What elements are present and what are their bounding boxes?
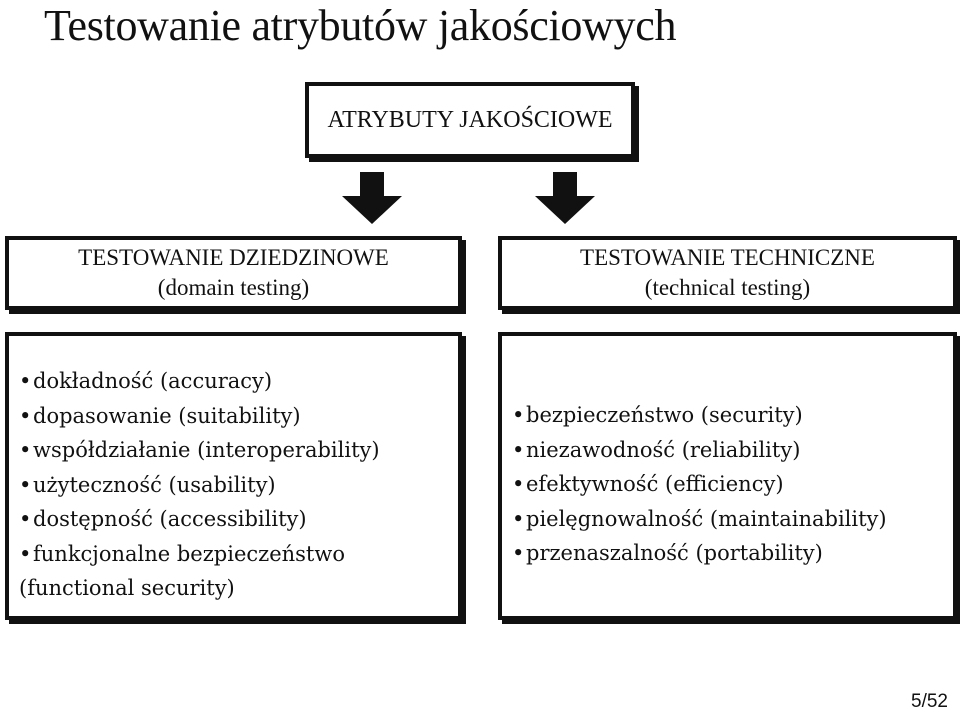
list-item: •dopasowanie (suitability) (19, 399, 458, 434)
page-number: 5/52 (911, 691, 948, 712)
technical-testing-subheading: (technical testing) (644, 275, 811, 300)
bullet-icon: • (19, 507, 32, 531)
quality-attributes-box (305, 82, 635, 158)
domain-testing-subheading: (domain testing) (157, 275, 310, 300)
domain-testing-heading: TESTOWANIE DZIEDZINOWE (78, 245, 389, 270)
domain-attributes-list-box (5, 332, 462, 620)
list-item: •funkcjonalne bezpieczeństwo (19, 537, 458, 572)
list-item: •niezawodność (reliability) (512, 433, 953, 468)
technical-attributes-list (512, 398, 953, 571)
down-arrow-icon (535, 172, 595, 224)
bullet-icon: • (512, 541, 525, 565)
domain-attributes-list (19, 364, 458, 606)
list-item-continuation: (functional security) (19, 576, 235, 600)
domain-testing-heading-box (5, 236, 462, 310)
list-item: •efektywność (efficiency) (512, 467, 953, 502)
list-item: •przenaszalność (portability) (512, 536, 953, 571)
list-item: •bezpieczeństwo (security) (512, 398, 953, 433)
technical-attributes-list-box (498, 332, 957, 620)
slide-title: Testowanie atrybutów jakościowych (44, 1, 677, 50)
bullet-icon: • (19, 403, 32, 428)
bullet-icon: • (512, 472, 525, 496)
list-item: •współdziałanie (interoperability) (19, 433, 458, 468)
bullet-icon: • (19, 438, 32, 462)
bullet-icon: • (512, 437, 525, 462)
list-item: •dokładność (accuracy) (19, 364, 458, 399)
bullet-icon: • (512, 403, 525, 427)
list-item: •dostępność (accessibility) (19, 502, 458, 537)
down-arrow-icon (342, 172, 402, 224)
quality-attributes-label: ATRYBUTY JAKOŚCIOWE (327, 106, 613, 133)
technical-testing-heading: TESTOWANIE TECHNICZNE (580, 245, 875, 270)
list-item: •pielęgnowalność (maintainability) (512, 502, 953, 537)
bullet-icon: • (19, 472, 32, 497)
technical-testing-heading-box (498, 236, 957, 310)
bullet-icon: • (19, 541, 32, 566)
bullet-icon: • (512, 506, 525, 531)
list-item: •użyteczność (usability) (19, 468, 458, 503)
bullet-icon: • (19, 369, 32, 393)
